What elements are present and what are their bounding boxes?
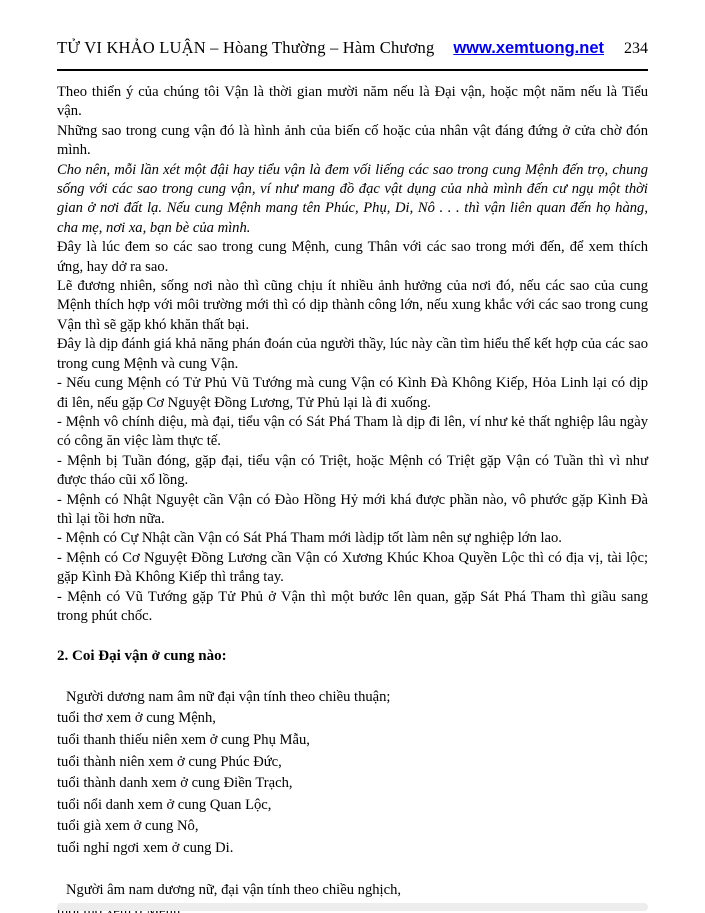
website-link[interactable]: www.xemtuong.net [453, 39, 604, 57]
bullet-paragraph: - Mệnh có Nhật Nguyệt cần Vận có Đào Hồng Hỷ mới khá được phần nào, vô phước gặp Kình Đà thì lại tồi hơn nữa. [57, 491, 648, 527]
list-item: tuổi thơ xem ở cung Mệnh, [57, 710, 216, 727]
paragraph: Theo thiển ý của chúng tôi Vận là thời gian mười năm nếu là Đại vận, hoặc một năm nếu là Tiểu vận. [57, 84, 648, 120]
paragraph-italic: Cho nên, mỗi lần xét một đậi hay tiểu vận là đem vối liếng các sao trong cung Mệnh đến trọ, chung sống với các sao trong cung vận, ví như mang đồ đạc vật dụng của nhà mình đến cư ngụ một thời gian ở nơi đất lạ. Nếu cung Mệnh mang tên Phúc, Phụ, Di, Nô . . . thì vận liên quan đến họ hàng, cha mẹ, nơi xa, bạn bè của mình. [57, 161, 648, 236]
bullet-paragraph: - Mệnh có Cơ Nguyệt Đồng Lương cần Vận có Xương Khúc Khoa Quyền Lộc thì có địa vị, tài lộc; gặp Kình Đà Không Kiếp thì trắng tay. [57, 549, 648, 586]
horizontal-scrollbar[interactable] [57, 903, 648, 911]
bullet-paragraph: - Mệnh vô chính diệu, mà đại, tiểu vận có Sát Phá Tham là dịp đi lên, ví như kẻ thất nghiệp lâu ngày có công ăn việc làm thực tế. [57, 413, 648, 450]
paragraph: Đây là dịp đánh giá khả năng phán đoán của người thầy, lúc này cần tìm hiểu thế kết hợp của các sao trong cung Mệnh và cung Vận. [57, 336, 648, 372]
page-number: 234 [624, 40, 648, 57]
list-item: tuổi thành danh xem ở cung Điền Trạch, [57, 775, 293, 792]
bullet-paragraph: - Mệnh bị Tuần đóng, gặp đại, tiểu vận có Triệt, hoặc Mệnh có Triệt gặp Vận có Tuần thì vì như được tháo cũi xổ lồng. [57, 452, 648, 489]
list-item: tuổi thanh thiếu niên xem ở cung Phụ Mẫu, [57, 731, 310, 748]
page-body [57, 83, 648, 913]
book-title: TỬ VI KHẢO LUẬN – Hòang Thường – Hàm Chương [57, 38, 435, 57]
list-item: tuổi già xem ở cung Nô, [57, 818, 199, 835]
paragraph: Những sao trong cung vận đó là hình ảnh của biến cố hoặc của nhân vật đáng đứng ở cửa chờ đón mình. [57, 122, 648, 159]
reverse-list-intro: Người âm nam dương nữ, đại vận tính theo chiều nghịch, [66, 881, 402, 898]
bullet-paragraph: - Nếu cung Mệnh có Tử Phủ Vũ Tướng mà cung Vận có Kình Đà Không Kiếp, Hỏa Linh lại có dịp đi lên, nếu gặp Cơ Nguyệt Đồng Lương, Tử Phủ lại là đi xuống. [57, 375, 648, 411]
section-heading: 2. Coi Đại vận ở cung nào: [57, 648, 227, 665]
list-item: tuổi nghỉ ngơi xem ở cung Di. [57, 839, 234, 856]
page-header [57, 38, 648, 71]
paragraph: Lẽ đương nhiên, sống nơi nào thì cũng chịu ít nhiều ảnh hưởng của nơi đó, nếu các sao của cung Mệnh thích hợp với môi trường mới thì có dịp thành công lớn, nếu xung khắc với các sao trong cung Vận thì sẽ gặp khó khăn thất bại. [57, 278, 648, 333]
list-item: tuổi nổi danh xem ở cung Quan Lộc, [57, 796, 272, 813]
list-item: tuổi thành niên xem ở cung Phúc Đức, [57, 753, 282, 770]
forward-list-intro: Người dương nam âm nữ đại vận tính theo chiều thuận; [66, 688, 391, 705]
bullet-paragraph: - Mệnh có Cự Nhật cần Vận có Sát Phá Tham mới làdịp tốt làm nên sự nghiệp lớn lao. [57, 530, 562, 547]
bullet-paragraph: - Mệnh có Vũ Tướng gặp Tử Phủ ở Vận thì một bước lên quan, gặp Sát Phá Tham thì giầu sang trong phút chốc. [57, 588, 648, 624]
paragraph: Đây là lúc đem so các sao trong cung Mệnh, cung Thân với các sao trong mới đến, để xem thích ứng, hay dở ra sao. [57, 239, 648, 275]
